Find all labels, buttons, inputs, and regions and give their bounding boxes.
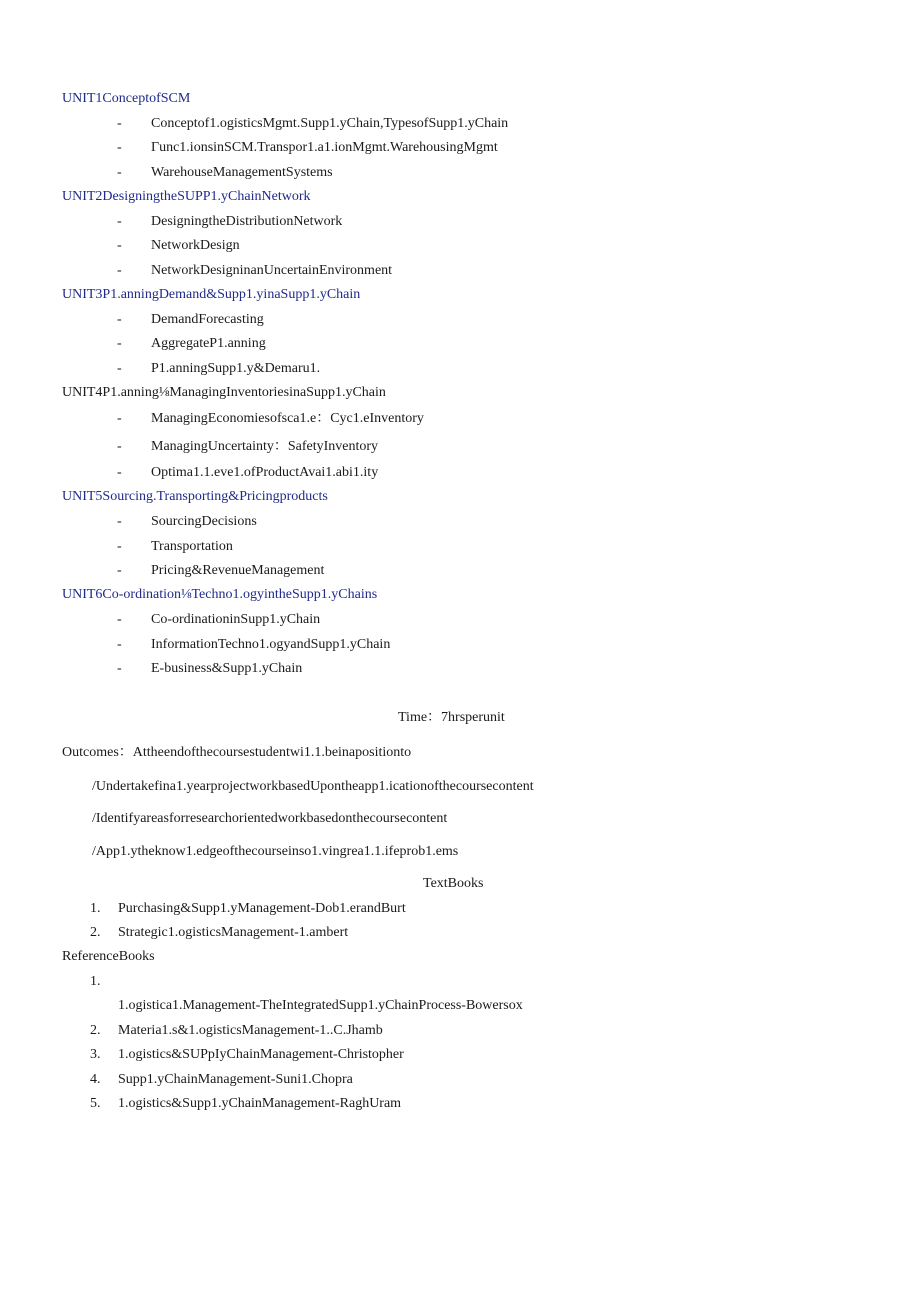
unit-6-item-1: Co-ordinationinSupp1.yChain — [151, 612, 321, 627]
unit-2-item-1: DesigningtheDistributionNetwork — [151, 214, 343, 229]
bullet-dash: - — [117, 411, 122, 426]
bullet-dash: - — [117, 465, 122, 480]
bullet-dash: - — [117, 238, 122, 253]
reference-book-2: Materia1.s&1.ogisticsManagement-1..C.Jhamb — [118, 1023, 383, 1038]
unit-3-item-1: DemandForecasting — [151, 312, 264, 327]
bullet-dash: - — [117, 140, 122, 155]
reference-number: 2. — [90, 1023, 101, 1038]
bullet-dash: - — [117, 539, 122, 554]
bullet-dash: - — [117, 637, 122, 652]
bullet-dash: - — [117, 563, 122, 578]
reference-number: 3. — [90, 1047, 101, 1062]
unit-5-item-3: Pricing&RevenueManagement — [151, 563, 325, 578]
unit-4-item-2: ManagingUncertainty：SafetyInventory — [151, 439, 379, 454]
textbook-2: Strategic1.ogisticsManagement-1.ambert — [118, 925, 349, 940]
unit-4-item-1: ManagingEconomiesofsca1.e：Cyc1.eInventory — [151, 411, 424, 426]
reference-book-4: Supp1.yChainManagement-Suni1.Chopra — [118, 1072, 353, 1087]
unit-3-item-2: AggregateP1.anning — [151, 336, 266, 351]
bullet-dash: - — [117, 165, 122, 180]
reference-book-5: 1.ogistics&Supp1.yChainManagement-RaghUram — [118, 1096, 402, 1111]
reference-number: 1. — [90, 974, 101, 989]
outcomes-intro: Outcomes：Attheendofthecoursestudentwi1.1.beinapositionto — [62, 745, 412, 760]
unit-1-item-2: Γunc1.ionsinSCM.Transpor1.a1.ionMgmt.WarehousingMgmt — [151, 140, 498, 155]
reference-number: 5. — [90, 1096, 101, 1111]
bullet-dash: - — [117, 661, 122, 676]
bullet-dash: - — [117, 336, 122, 351]
reference-books-heading: ReferenceBooks — [62, 949, 155, 964]
reference-book-1: 1.ogistica1.Management-TheIntegratedSupp1.yChainProcess-Bowersox — [118, 998, 523, 1013]
outcome-item-3: /App1.ytheknow1.edgeofthecourseinso1.vingrea1.1.ifeprob1.ems — [92, 844, 459, 859]
textbook-number: 2. — [90, 925, 101, 940]
unit-2-title: UNIT2DesigningtheSUPP1.yChainNetwork — [62, 189, 311, 204]
unit-5-item-2: Transportation — [151, 539, 233, 554]
outcome-item-1: /Undertakefina1.yearprojectworkbasedUpontheapp1.icationofthecoursecontent — [92, 779, 534, 794]
unit-2-item-2: NetworkDesign — [151, 238, 240, 253]
bullet-dash: - — [117, 263, 122, 278]
unit-4-title: UNIT4P1.anning⅛ManagingInventoriesinaSupp1.yChain — [62, 385, 386, 400]
bullet-dash: - — [117, 514, 122, 529]
bullet-dash: - — [117, 361, 122, 376]
bullet-dash: - — [117, 439, 122, 454]
unit-1-item-3: WarehouseManagementSystems — [151, 165, 333, 180]
unit-3-title: UNIT3P1.anningDemand&Supp1.yinaSupp1.yChain — [62, 287, 361, 302]
time-per-unit: Time：7hrsperunit — [398, 710, 505, 725]
bullet-dash: - — [117, 116, 122, 131]
bullet-dash: - — [117, 214, 122, 229]
textbook-number: 1. — [90, 901, 101, 916]
unit-6-item-3: E-business&Supp1.yChain — [151, 661, 303, 676]
unit-5-item-1: SourcingDecisions — [151, 514, 257, 529]
unit-5-title: UNIT5Sourcing.Transporting&Pricingproducts — [62, 489, 328, 504]
unit-6-item-2: InformationTechno1.ogyandSupp1.yChain — [151, 637, 391, 652]
unit-4-item-3: Optima1.1.eve1.ofProductAvai1.abi1.ity — [151, 465, 379, 480]
reference-book-3: 1.ogistics&SUPpIyChainManagement-Christopher — [118, 1047, 404, 1062]
unit-6-title: UNIT6Co-ordination⅛Techno1.ogyintheSupp1.yChains — [62, 587, 378, 602]
unit-2-item-3: NetworkDesigninanUncertainEnvironment — [151, 263, 393, 278]
textbook-1: Purchasing&Supp1.yManagement-Dob1.erandBurt — [118, 901, 406, 916]
bullet-dash: - — [117, 612, 122, 627]
textbooks-heading: TextBooks — [423, 876, 484, 891]
outcome-item-2: /Identifyareasforresearchorientedworkbasedonthecoursecontent — [92, 811, 448, 826]
unit-1-title: UNIT1ConceptofSCM — [62, 91, 191, 106]
reference-number: 4. — [90, 1072, 101, 1087]
bullet-dash: - — [117, 312, 122, 327]
unit-3-item-3: P1.anningSupp1.y&Demaru1. — [151, 361, 321, 376]
unit-1-item-1: Conceptof1.ogisticsMgmt.Supp1.yChain,TypesofSupp1.yChain — [151, 116, 509, 131]
